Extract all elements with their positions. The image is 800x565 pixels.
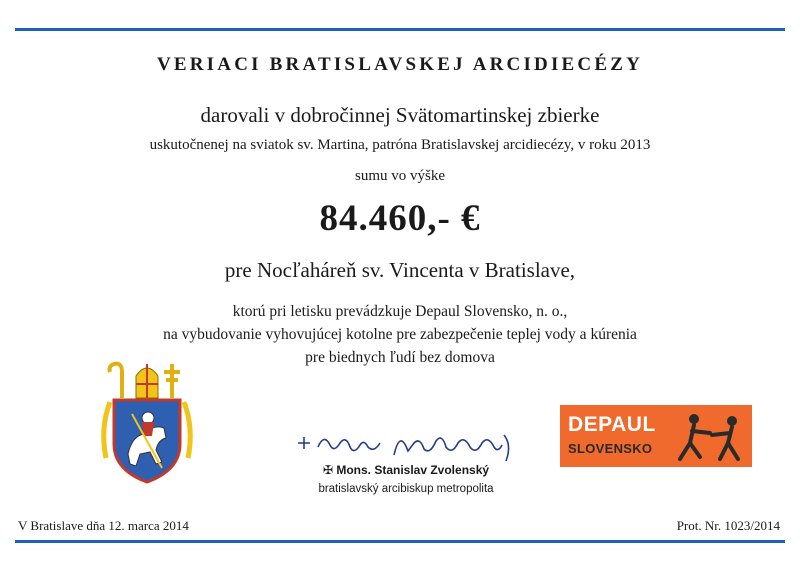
occasion-line: uskutočnenej na sviatok sv. Martina, patróna Bratislavskej arcidiecézy, v roku 2013 bbox=[149, 137, 651, 153]
amount-intro: sumu vo výške bbox=[355, 168, 445, 184]
place-and-date: V Bratislave dňa 12. marca 2014 bbox=[18, 518, 189, 533]
signatory-name: ✠ Mons. Stanislav Zvolenský bbox=[322, 463, 490, 477]
logo-word-depaul: DEPAUL bbox=[568, 413, 656, 436]
donation-line: darovali v dobročinnej Svätomartinskej zbierke bbox=[200, 103, 600, 127]
purpose-line-2: na vybudovanie vyhovujúcej kotolne pre zabezpečenie teplej vody a kúrenia bbox=[163, 326, 637, 343]
bottom-rule bbox=[15, 540, 785, 543]
archdiocese-coat-of-arms bbox=[92, 358, 202, 488]
purpose-line-1: ktorú pri letisku prevádzkuje Depaul Slovensko, n. o., bbox=[232, 303, 568, 320]
depaul-slovensko-logo bbox=[560, 405, 752, 467]
helping-figures-icon bbox=[672, 409, 748, 463]
donation-amount: 84.460,- € bbox=[319, 198, 481, 239]
signatory-title: bratislavský arcibiskup metropolita bbox=[318, 483, 494, 495]
recipient-line: pre Nocľaháreň sv. Vincenta v Bratislave, bbox=[224, 258, 576, 282]
top-rule bbox=[15, 28, 785, 31]
logo-word-slovensko: SLOVENSKO bbox=[568, 441, 653, 456]
certificate-heading: VERIACI BRATISLAVSKEJ ARCIDIECÉZY bbox=[156, 54, 644, 75]
protocol-number: Prot. Nr. 1023/2014 bbox=[676, 518, 780, 533]
handwritten-signature bbox=[290, 425, 520, 465]
purpose-line-3: pre biednych ľudí bez domova bbox=[305, 349, 495, 366]
